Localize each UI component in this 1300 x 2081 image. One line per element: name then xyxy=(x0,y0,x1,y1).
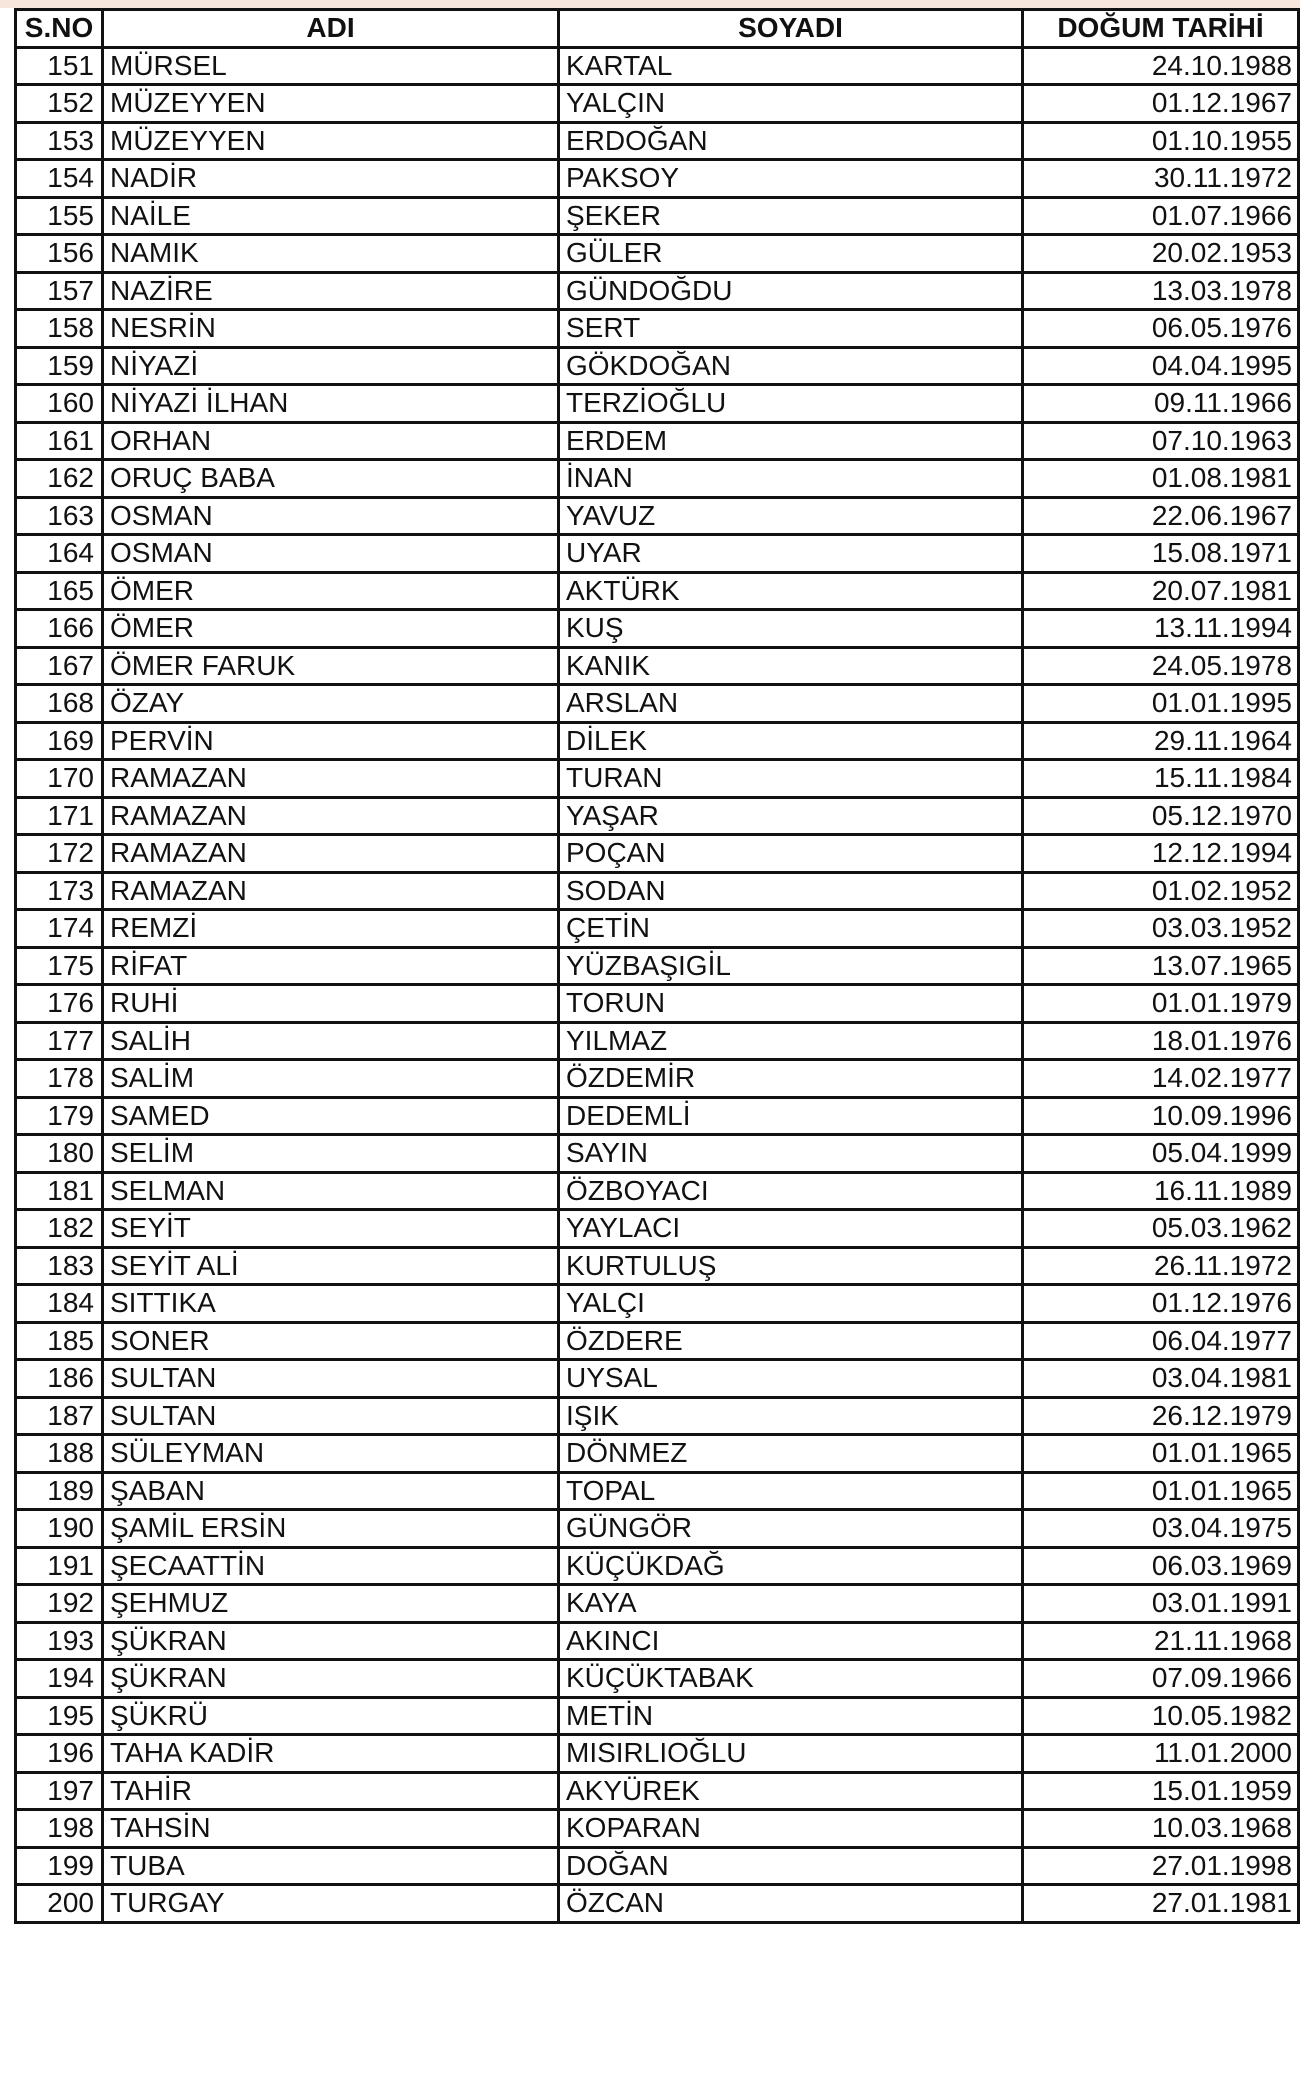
table-body xyxy=(16,47,1299,1922)
table-header xyxy=(16,10,1299,48)
cell-sno: 154 xyxy=(16,160,103,198)
cell-soyadi: ŞEKER xyxy=(559,197,1023,235)
table-row xyxy=(16,272,1299,310)
table-row xyxy=(16,422,1299,460)
cell-soyadi: ÖZDERE xyxy=(559,1322,1023,1360)
cell-dogum-tarihi: 07.10.1963 xyxy=(1023,422,1299,460)
cell-sno: 185 xyxy=(16,1322,103,1360)
cell-soyadi: MISIRLIOĞLU xyxy=(559,1735,1023,1773)
cell-dogum-tarihi: 01.01.1965 xyxy=(1023,1435,1299,1473)
cell-soyadi: YAYLACI xyxy=(559,1210,1023,1248)
cell-sno: 198 xyxy=(16,1810,103,1848)
cell-sno: 172 xyxy=(16,835,103,873)
cell-adi: TURGAY xyxy=(103,1885,559,1923)
cell-dogum-tarihi: 05.12.1970 xyxy=(1023,797,1299,835)
cell-sno: 169 xyxy=(16,722,103,760)
cell-dogum-tarihi: 21.11.1968 xyxy=(1023,1622,1299,1660)
table-row xyxy=(16,460,1299,498)
cell-dogum-tarihi: 22.06.1967 xyxy=(1023,497,1299,535)
cell-soyadi: UYAR xyxy=(559,535,1023,573)
cell-adi: ŞAMİL ERSİN xyxy=(103,1510,559,1548)
cell-soyadi: METİN xyxy=(559,1697,1023,1735)
cell-dogum-tarihi: 01.01.1965 xyxy=(1023,1472,1299,1510)
table-row xyxy=(16,1772,1299,1810)
cell-adi: ŞABAN xyxy=(103,1472,559,1510)
cell-sno: 153 xyxy=(16,122,103,160)
cell-adi: ŞECAATTİN xyxy=(103,1547,559,1585)
cell-soyadi: KOPARAN xyxy=(559,1810,1023,1848)
cell-adi: SONER xyxy=(103,1322,559,1360)
header-dogum-tarihi: DOĞUM TARİHİ xyxy=(1023,10,1299,48)
cell-sno: 197 xyxy=(16,1772,103,1810)
cell-sno: 161 xyxy=(16,422,103,460)
cell-adi: ŞÜKRAN xyxy=(103,1622,559,1660)
table-row xyxy=(16,1322,1299,1360)
cell-adi: NAİLE xyxy=(103,197,559,235)
cell-adi: NAMIK xyxy=(103,235,559,273)
table-row xyxy=(16,1585,1299,1623)
table-row xyxy=(16,1472,1299,1510)
cell-soyadi: ÖZDEMİR xyxy=(559,1060,1023,1098)
cell-sno: 174 xyxy=(16,910,103,948)
cell-sno: 188 xyxy=(16,1435,103,1473)
cell-dogum-tarihi: 01.01.1995 xyxy=(1023,685,1299,723)
cell-dogum-tarihi: 03.01.1991 xyxy=(1023,1585,1299,1623)
cell-soyadi: GÜNDOĞDU xyxy=(559,272,1023,310)
table-row xyxy=(16,1097,1299,1135)
cell-adi: PERVİN xyxy=(103,722,559,760)
cell-soyadi: UYSAL xyxy=(559,1360,1023,1398)
cell-dogum-tarihi: 01.10.1955 xyxy=(1023,122,1299,160)
table-row xyxy=(16,1172,1299,1210)
table-row xyxy=(16,1810,1299,1848)
cell-dogum-tarihi: 04.04.1995 xyxy=(1023,347,1299,385)
cell-sno: 192 xyxy=(16,1585,103,1623)
cell-soyadi: İNAN xyxy=(559,460,1023,498)
cell-sno: 186 xyxy=(16,1360,103,1398)
cell-adi: MÜRSEL xyxy=(103,47,559,85)
cell-dogum-tarihi: 15.08.1971 xyxy=(1023,535,1299,573)
cell-sno: 180 xyxy=(16,1135,103,1173)
cell-dogum-tarihi: 14.02.1977 xyxy=(1023,1060,1299,1098)
cell-sno: 170 xyxy=(16,760,103,798)
table-row xyxy=(16,1022,1299,1060)
table-row xyxy=(16,872,1299,910)
cell-dogum-tarihi: 20.02.1953 xyxy=(1023,235,1299,273)
cell-soyadi: AKINCI xyxy=(559,1622,1023,1660)
table-row xyxy=(16,122,1299,160)
cell-soyadi: DOĞAN xyxy=(559,1847,1023,1885)
cell-sno: 191 xyxy=(16,1547,103,1585)
cell-dogum-tarihi: 09.11.1966 xyxy=(1023,385,1299,423)
cell-sno: 184 xyxy=(16,1285,103,1323)
table-row xyxy=(16,1847,1299,1885)
cell-soyadi: YALÇI xyxy=(559,1285,1023,1323)
cell-soyadi: ERDOĞAN xyxy=(559,122,1023,160)
cell-adi: SELMAN xyxy=(103,1172,559,1210)
cell-adi: OSMAN xyxy=(103,497,559,535)
cell-soyadi: ERDEM xyxy=(559,422,1023,460)
table-row xyxy=(16,197,1299,235)
cell-dogum-tarihi: 12.12.1994 xyxy=(1023,835,1299,873)
table-row xyxy=(16,385,1299,423)
cell-sno: 183 xyxy=(16,1247,103,1285)
cell-sno: 190 xyxy=(16,1510,103,1548)
table-row xyxy=(16,722,1299,760)
cell-dogum-tarihi: 26.12.1979 xyxy=(1023,1397,1299,1435)
cell-sno: 199 xyxy=(16,1847,103,1885)
cell-soyadi: AKYÜREK xyxy=(559,1772,1023,1810)
cell-adi: SALİH xyxy=(103,1022,559,1060)
cell-adi: ŞÜKRÜ xyxy=(103,1697,559,1735)
cell-sno: 152 xyxy=(16,85,103,123)
cell-sno: 200 xyxy=(16,1885,103,1923)
cell-sno: 182 xyxy=(16,1210,103,1248)
cell-soyadi: POÇAN xyxy=(559,835,1023,873)
cell-soyadi: TOPAL xyxy=(559,1472,1023,1510)
cell-soyadi: GÜNGÖR xyxy=(559,1510,1023,1548)
cell-soyadi: AKTÜRK xyxy=(559,572,1023,610)
cell-adi: ÖMER FARUK xyxy=(103,647,559,685)
header-row xyxy=(16,10,1299,48)
cell-sno: 193 xyxy=(16,1622,103,1660)
cell-adi: RAMAZAN xyxy=(103,835,559,873)
table-row xyxy=(16,85,1299,123)
cell-adi: NADİR xyxy=(103,160,559,198)
table-row xyxy=(16,985,1299,1023)
cell-sno: 156 xyxy=(16,235,103,273)
table-row xyxy=(16,1622,1299,1660)
cell-soyadi: YALÇIN xyxy=(559,85,1023,123)
table-row xyxy=(16,1697,1299,1735)
cell-adi: ŞÜKRAN xyxy=(103,1660,559,1698)
cell-soyadi: KAYA xyxy=(559,1585,1023,1623)
cell-dogum-tarihi: 10.05.1982 xyxy=(1023,1697,1299,1735)
table-row xyxy=(16,1435,1299,1473)
cell-soyadi: IŞIK xyxy=(559,1397,1023,1435)
cell-adi: NAZİRE xyxy=(103,272,559,310)
cell-sno: 164 xyxy=(16,535,103,573)
table-row xyxy=(16,160,1299,198)
cell-soyadi: ÇETİN xyxy=(559,910,1023,948)
cell-soyadi: YÜZBAŞIGİL xyxy=(559,947,1023,985)
cell-adi: OSMAN xyxy=(103,535,559,573)
cell-adi: REMZİ xyxy=(103,910,559,948)
table-row xyxy=(16,572,1299,610)
cell-dogum-tarihi: 24.05.1978 xyxy=(1023,647,1299,685)
cell-soyadi: GÖKDOĞAN xyxy=(559,347,1023,385)
cell-adi: ŞEHMUZ xyxy=(103,1585,559,1623)
cell-soyadi: ÖZCAN xyxy=(559,1885,1023,1923)
cell-adi: TUBA xyxy=(103,1847,559,1885)
cell-adi: RUHİ xyxy=(103,985,559,1023)
cell-sno: 173 xyxy=(16,872,103,910)
cell-sno: 158 xyxy=(16,310,103,348)
table-row xyxy=(16,1397,1299,1435)
cell-dogum-tarihi: 01.12.1967 xyxy=(1023,85,1299,123)
cell-soyadi: SAYIN xyxy=(559,1135,1023,1173)
cell-soyadi: SODAN xyxy=(559,872,1023,910)
cell-adi: SELİM xyxy=(103,1135,559,1173)
cell-adi: RAMAZAN xyxy=(103,797,559,835)
cell-sno: 162 xyxy=(16,460,103,498)
cell-soyadi: SERT xyxy=(559,310,1023,348)
table-row xyxy=(16,347,1299,385)
cell-soyadi: KUŞ xyxy=(559,610,1023,648)
cell-soyadi: TURAN xyxy=(559,760,1023,798)
cell-sno: 159 xyxy=(16,347,103,385)
cell-adi: SITTIKA xyxy=(103,1285,559,1323)
table-row xyxy=(16,497,1299,535)
cell-dogum-tarihi: 15.11.1984 xyxy=(1023,760,1299,798)
cell-sno: 187 xyxy=(16,1397,103,1435)
cell-sno: 181 xyxy=(16,1172,103,1210)
cell-adi: MÜZEYYEN xyxy=(103,122,559,160)
cell-adi: SAMED xyxy=(103,1097,559,1135)
cell-adi: ÖMER xyxy=(103,572,559,610)
header-sno: S.NO xyxy=(16,10,103,48)
cell-dogum-tarihi: 10.03.1968 xyxy=(1023,1810,1299,1848)
cell-dogum-tarihi: 20.07.1981 xyxy=(1023,572,1299,610)
table-row xyxy=(16,235,1299,273)
cell-adi: SEYİT ALİ xyxy=(103,1247,559,1285)
cell-dogum-tarihi: 30.11.1972 xyxy=(1023,160,1299,198)
cell-sno: 165 xyxy=(16,572,103,610)
cell-soyadi: ÖZBOYACI xyxy=(559,1172,1023,1210)
cell-adi: SEYİT xyxy=(103,1210,559,1248)
cell-soyadi: YAVUZ xyxy=(559,497,1023,535)
table-row xyxy=(16,1547,1299,1585)
cell-sno: 151 xyxy=(16,47,103,85)
table-row xyxy=(16,1285,1299,1323)
cell-adi: NİYAZİ xyxy=(103,347,559,385)
cell-dogum-tarihi: 18.01.1976 xyxy=(1023,1022,1299,1060)
table-row xyxy=(16,835,1299,873)
cell-dogum-tarihi: 01.01.1979 xyxy=(1023,985,1299,1023)
people-table xyxy=(14,8,1300,1924)
cell-dogum-tarihi: 16.11.1989 xyxy=(1023,1172,1299,1210)
cell-soyadi: KÜÇÜKTABAK xyxy=(559,1660,1023,1698)
table-row xyxy=(16,647,1299,685)
cell-soyadi: KANIK xyxy=(559,647,1023,685)
cell-adi: TAHSİN xyxy=(103,1810,559,1848)
cell-soyadi: GÜLER xyxy=(559,235,1023,273)
cell-soyadi: PAKSOY xyxy=(559,160,1023,198)
table-row xyxy=(16,1210,1299,1248)
cell-adi: NESRİN xyxy=(103,310,559,348)
table-row xyxy=(16,310,1299,348)
cell-soyadi: YILMAZ xyxy=(559,1022,1023,1060)
cell-sno: 166 xyxy=(16,610,103,648)
cell-dogum-tarihi: 24.10.1988 xyxy=(1023,47,1299,85)
cell-sno: 176 xyxy=(16,985,103,1023)
cell-sno: 179 xyxy=(16,1097,103,1135)
table-row xyxy=(16,47,1299,85)
cell-soyadi: KÜÇÜKDAĞ xyxy=(559,1547,1023,1585)
cell-dogum-tarihi: 29.11.1964 xyxy=(1023,722,1299,760)
cell-dogum-tarihi: 06.03.1969 xyxy=(1023,1547,1299,1585)
table-row xyxy=(16,1135,1299,1173)
cell-adi: SÜLEYMAN xyxy=(103,1435,559,1473)
cell-adi: TAHİR xyxy=(103,1772,559,1810)
cell-dogum-tarihi: 10.09.1996 xyxy=(1023,1097,1299,1135)
table-row xyxy=(16,947,1299,985)
cell-sno: 163 xyxy=(16,497,103,535)
table-row xyxy=(16,1660,1299,1698)
cell-dogum-tarihi: 03.04.1981 xyxy=(1023,1360,1299,1398)
table-row xyxy=(16,1360,1299,1398)
cell-sno: 196 xyxy=(16,1735,103,1773)
table-row xyxy=(16,910,1299,948)
cell-dogum-tarihi: 01.07.1966 xyxy=(1023,197,1299,235)
cell-sno: 171 xyxy=(16,797,103,835)
top-edge-strip xyxy=(0,0,1300,8)
cell-soyadi: TERZİOĞLU xyxy=(559,385,1023,423)
cell-soyadi: KURTULUŞ xyxy=(559,1247,1023,1285)
cell-adi: ÖMER xyxy=(103,610,559,648)
cell-sno: 167 xyxy=(16,647,103,685)
cell-sno: 168 xyxy=(16,685,103,723)
cell-dogum-tarihi: 27.01.1981 xyxy=(1023,1885,1299,1923)
cell-dogum-tarihi: 27.01.1998 xyxy=(1023,1847,1299,1885)
cell-dogum-tarihi: 01.02.1952 xyxy=(1023,872,1299,910)
cell-adi: RİFAT xyxy=(103,947,559,985)
cell-soyadi: KARTAL xyxy=(559,47,1023,85)
cell-soyadi: DÖNMEZ xyxy=(559,1435,1023,1473)
cell-dogum-tarihi: 05.04.1999 xyxy=(1023,1135,1299,1173)
cell-dogum-tarihi: 15.01.1959 xyxy=(1023,1772,1299,1810)
cell-dogum-tarihi: 26.11.1972 xyxy=(1023,1247,1299,1285)
cell-dogum-tarihi: 03.04.1975 xyxy=(1023,1510,1299,1548)
cell-adi: RAMAZAN xyxy=(103,760,559,798)
cell-dogum-tarihi: 07.09.1966 xyxy=(1023,1660,1299,1698)
cell-soyadi: YAŞAR xyxy=(559,797,1023,835)
cell-sno: 160 xyxy=(16,385,103,423)
cell-sno: 155 xyxy=(16,197,103,235)
cell-sno: 194 xyxy=(16,1660,103,1698)
cell-soyadi: TORUN xyxy=(559,985,1023,1023)
table-row xyxy=(16,1885,1299,1923)
cell-sno: 175 xyxy=(16,947,103,985)
cell-adi: SULTAN xyxy=(103,1397,559,1435)
cell-dogum-tarihi: 06.04.1977 xyxy=(1023,1322,1299,1360)
cell-sno: 189 xyxy=(16,1472,103,1510)
cell-sno: 195 xyxy=(16,1697,103,1735)
cell-dogum-tarihi: 01.12.1976 xyxy=(1023,1285,1299,1323)
cell-adi: NİYAZİ İLHAN xyxy=(103,385,559,423)
table-row xyxy=(16,535,1299,573)
cell-dogum-tarihi: 01.08.1981 xyxy=(1023,460,1299,498)
cell-sno: 157 xyxy=(16,272,103,310)
cell-sno: 178 xyxy=(16,1060,103,1098)
cell-dogum-tarihi: 13.07.1965 xyxy=(1023,947,1299,985)
cell-dogum-tarihi: 13.11.1994 xyxy=(1023,610,1299,648)
cell-adi: TAHA KADİR xyxy=(103,1735,559,1773)
cell-adi: MÜZEYYEN xyxy=(103,85,559,123)
table-row xyxy=(16,1735,1299,1773)
cell-adi: SULTAN xyxy=(103,1360,559,1398)
table-row xyxy=(16,1060,1299,1098)
cell-soyadi: DEDEMLİ xyxy=(559,1097,1023,1135)
cell-dogum-tarihi: 11.01.2000 xyxy=(1023,1735,1299,1773)
cell-adi: RAMAZAN xyxy=(103,872,559,910)
header-adi: ADI xyxy=(103,10,559,48)
table-row xyxy=(16,610,1299,648)
cell-soyadi: ARSLAN xyxy=(559,685,1023,723)
cell-dogum-tarihi: 13.03.1978 xyxy=(1023,272,1299,310)
cell-dogum-tarihi: 03.03.1952 xyxy=(1023,910,1299,948)
table-row xyxy=(16,797,1299,835)
cell-soyadi: DİLEK xyxy=(559,722,1023,760)
cell-sno: 177 xyxy=(16,1022,103,1060)
header-soyadi: SOYADI xyxy=(559,10,1023,48)
cell-adi: ÖZAY xyxy=(103,685,559,723)
cell-dogum-tarihi: 06.05.1976 xyxy=(1023,310,1299,348)
cell-adi: ORUÇ BABA xyxy=(103,460,559,498)
table-row xyxy=(16,1510,1299,1548)
table-row xyxy=(16,760,1299,798)
cell-adi: ORHAN xyxy=(103,422,559,460)
cell-adi: SALİM xyxy=(103,1060,559,1098)
cell-dogum-tarihi: 05.03.1962 xyxy=(1023,1210,1299,1248)
table-row xyxy=(16,1247,1299,1285)
table-row xyxy=(16,685,1299,723)
